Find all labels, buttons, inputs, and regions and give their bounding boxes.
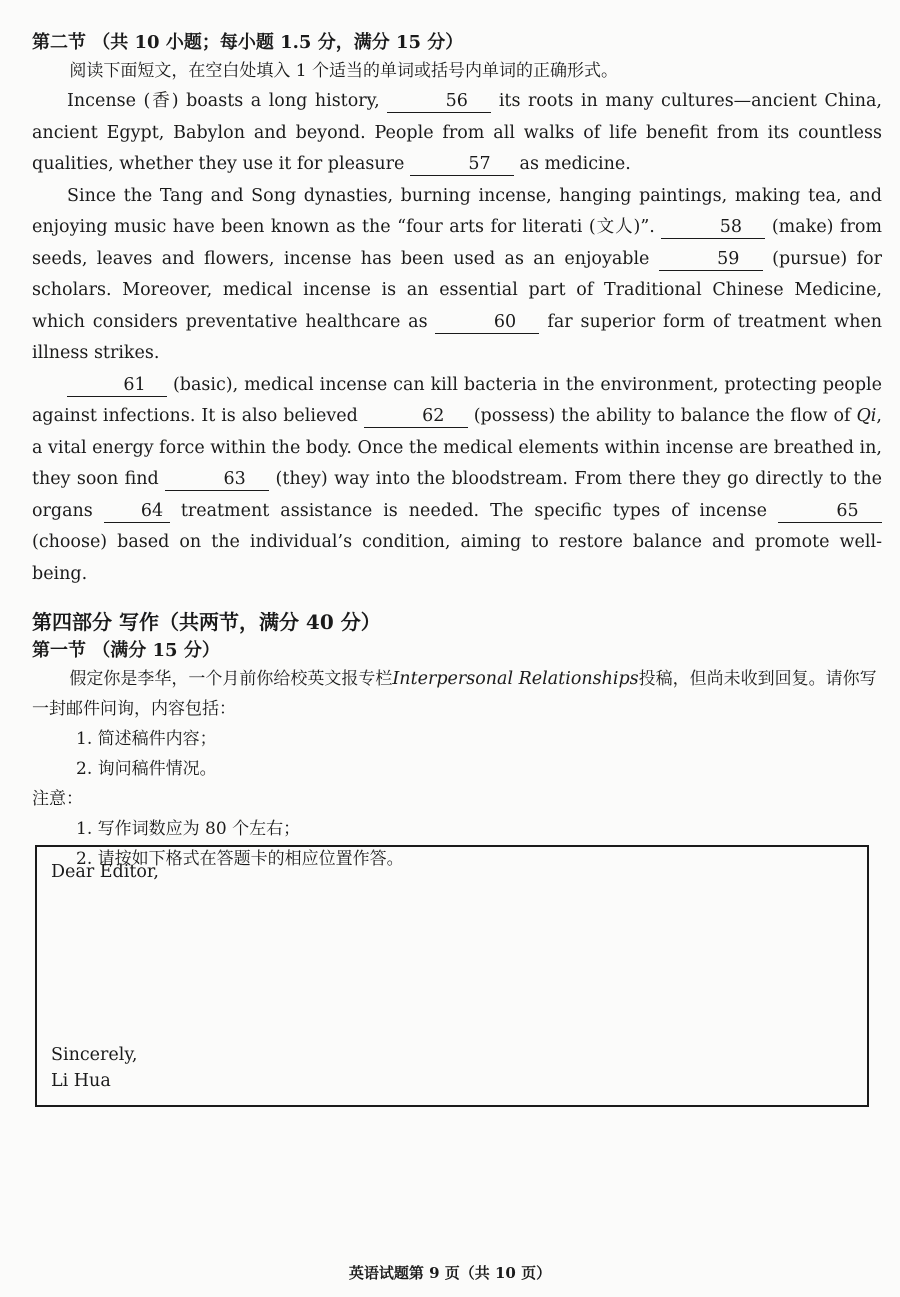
p1-text-a: Incense (香) boasts a long history,: [67, 91, 380, 111]
p3-text-f: (choose) based on the individual’s condition, aiming to restore balance and promote well-being.: [32, 532, 882, 584]
blank-59[interactable]: 59: [659, 248, 763, 271]
p1-text-d: as medicine.: [519, 154, 631, 174]
p3-text-b: (possess) the ability to balance the flow of: [473, 406, 851, 426]
exam-page: [32, 30, 882, 874]
letter-closing-word: Sincerely,: [51, 1045, 138, 1065]
qi-term: Qi: [856, 406, 877, 426]
content-item-1: 1. 简述稿件内容；: [76, 729, 217, 749]
blank-58[interactable]: 58: [661, 216, 765, 239]
blank-65[interactable]: 65: [778, 500, 882, 523]
answer-box[interactable]: [35, 845, 869, 1107]
part4-title: 第四部分 写作（共两节，满分 40 分）: [32, 610, 381, 634]
letter-signature: Li Hua: [51, 1071, 111, 1091]
p3-text-a: (basic), medical incense can kill bacteria in the environment, protecting people against infections. It is also believed: [32, 374, 882, 426]
p2-text-a: Since the Tang and Song dynasties, burning incense, hanging paintings, making tea, and enjoying music have been known as the “four arts for literati (文人)”.: [32, 185, 882, 237]
blank-62[interactable]: 62: [364, 405, 468, 428]
blank-57[interactable]: 57: [410, 153, 514, 176]
section2-instruction: 阅读下面短文，在空白处填入 1 个适当的单词或括号内单词的正确形式。: [69, 61, 619, 81]
p2-text-e: far superior form of treatment when illness strikes.: [32, 311, 882, 363]
prompt-column-name: Interpersonal Relationships: [392, 669, 639, 689]
note-item-1: 1. 写作词数应为 80 个左右；: [76, 819, 301, 839]
paragraph-2: [32, 181, 882, 370]
writing-prompt: [32, 664, 882, 724]
blank-64[interactable]: 64: [104, 500, 170, 523]
note-label: 注意：: [32, 789, 83, 809]
letter-closing: [51, 1042, 137, 1094]
p1-text-c: its roots in many cultures—ancient China, ancient Egypt, Babylon and beyond. People from all walks of life benefit from its countless qualities, whether they use it for pleasure: [32, 91, 882, 174]
section2-title: 第二节 （共 10 小题；每小题 1.5 分，满分 15 分）: [32, 32, 464, 53]
p3-text-e: treatment assistance is needed. The specific types of incense: [180, 500, 767, 521]
page-footer: 英语试题第 9 页（共 10 页）: [348, 1264, 552, 1282]
content-item-2: 2. 询问稿件情况。: [76, 759, 217, 779]
p3-text-d: (they) way into the bloodstream. From there they go directly to the organs: [32, 469, 882, 521]
part4-section1-title: 第一节 （满分 15 分）: [32, 640, 220, 661]
paragraph-3: [32, 370, 882, 591]
note-item-2: 2. 请按如下格式在答题卡的相应位置作答。: [76, 849, 404, 869]
prompt-text-b: 投稿，但尚未收到回复。请你写一封邮件问询，内容包括：: [32, 669, 877, 719]
p3-text-c: , a vital energy force within the body. Once the medical elements within incense are breathed in, they soon find: [32, 406, 882, 489]
paragraph-1: [32, 86, 882, 181]
prompt-text-a: 假定你是李华，一个月前你给校英文报专栏: [69, 669, 393, 689]
letter-greeting: Dear Editor,: [51, 862, 159, 882]
blank-63[interactable]: 63: [165, 468, 269, 491]
blank-60[interactable]: 60: [435, 311, 539, 334]
blank-56[interactable]: 56: [387, 90, 491, 113]
p2-text-c: (make) from seeds, leaves and flowers, incense has been used as an enjoyable: [32, 217, 882, 269]
blank-61[interactable]: 61: [67, 374, 167, 397]
p2-text-d: (pursue) for scholars. Moreover, medical incense is an essential part of Traditional Chinese Medicine, which considers preventative healthcare as: [32, 248, 882, 332]
